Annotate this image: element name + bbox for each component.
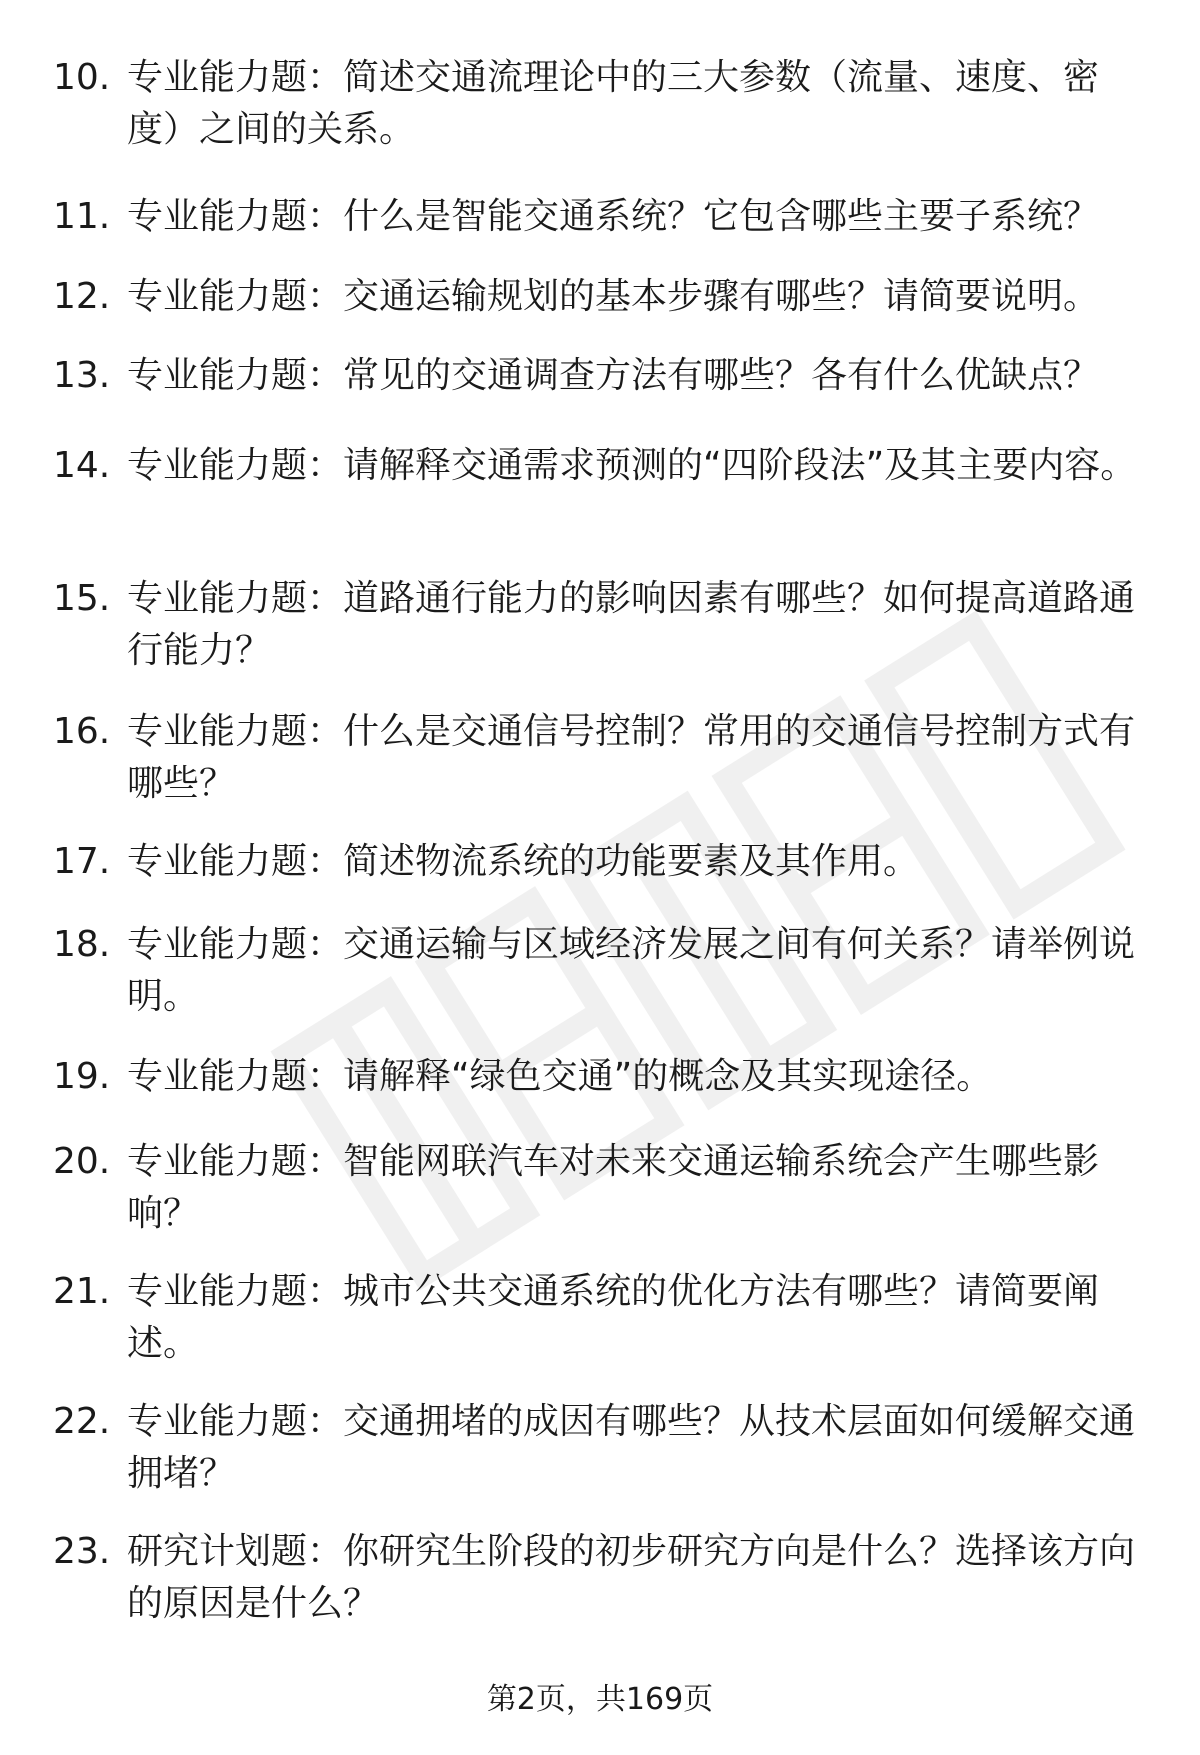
question-number: 10. [53,57,111,98]
question-text: 专业能力题：交通运输与区域经济发展之间有何关系？请举例说明。 [127,924,1136,1017]
question-number: 16. [53,711,111,752]
question-text: 专业能力题：交通拥堵的成因有哪些？从技术层面如何缓解交通拥堵？ [127,1401,1136,1494]
question-text: 研究计划题：你研究生阶段的初步研究方向是什么？选择该方向的原因是什么？ [127,1531,1136,1624]
question-text: 专业能力题：简述物流系统的功能要素及其作用。 [127,841,920,882]
question-number: 11. [53,196,111,237]
question-text: 专业能力题：请解释交通需求预测的“四阶段法”及其主要内容。 [127,445,1137,486]
question-text: 专业能力题：什么是智能交通系统？它包含哪些主要子系统？ [127,196,1100,237]
question-number: 22. [53,1401,111,1442]
question-number: 17. [53,841,111,882]
question-number: 14. [53,445,111,486]
question-text: 专业能力题：城市公共交通系统的优化方法有哪些？请简要阐述。 [127,1271,1100,1364]
question-text: 专业能力题：交通运输规划的基本步骤有哪些？请简要说明。 [127,276,1100,317]
question-number: 13. [53,355,111,396]
question-number: 21. [53,1271,111,1312]
question-number: 19. [53,1056,111,1097]
question-text: 专业能力题：什么是交通信号控制？常用的交通信号控制方式有哪些？ [127,711,1136,804]
question-number: 15. [53,578,111,619]
page-number-footer: 第2页，共169页 [486,1682,714,1717]
question-number: 20. [53,1141,111,1182]
question-text: 专业能力题：常见的交通调查方法有哪些？各有什么优缺点？ [127,355,1100,396]
question-number: 18. [53,924,111,965]
question-text: 专业能力题：请解释“绿色交通”的概念及其实现途径。 [127,1056,993,1097]
question-text: 专业能力题：简述交通流理论中的三大参数（流量、速度、密度）之间的关系。 [127,57,1100,150]
question-number: 23. [53,1531,111,1572]
question-text: 专业能力题：道路通行能力的影响因素有哪些？如何提高道路通行能力？ [127,578,1136,671]
question-text: 专业能力题：智能网联汽车对未来交通运输系统会产生哪些影响？ [127,1141,1100,1234]
question-number: 12. [53,276,111,317]
